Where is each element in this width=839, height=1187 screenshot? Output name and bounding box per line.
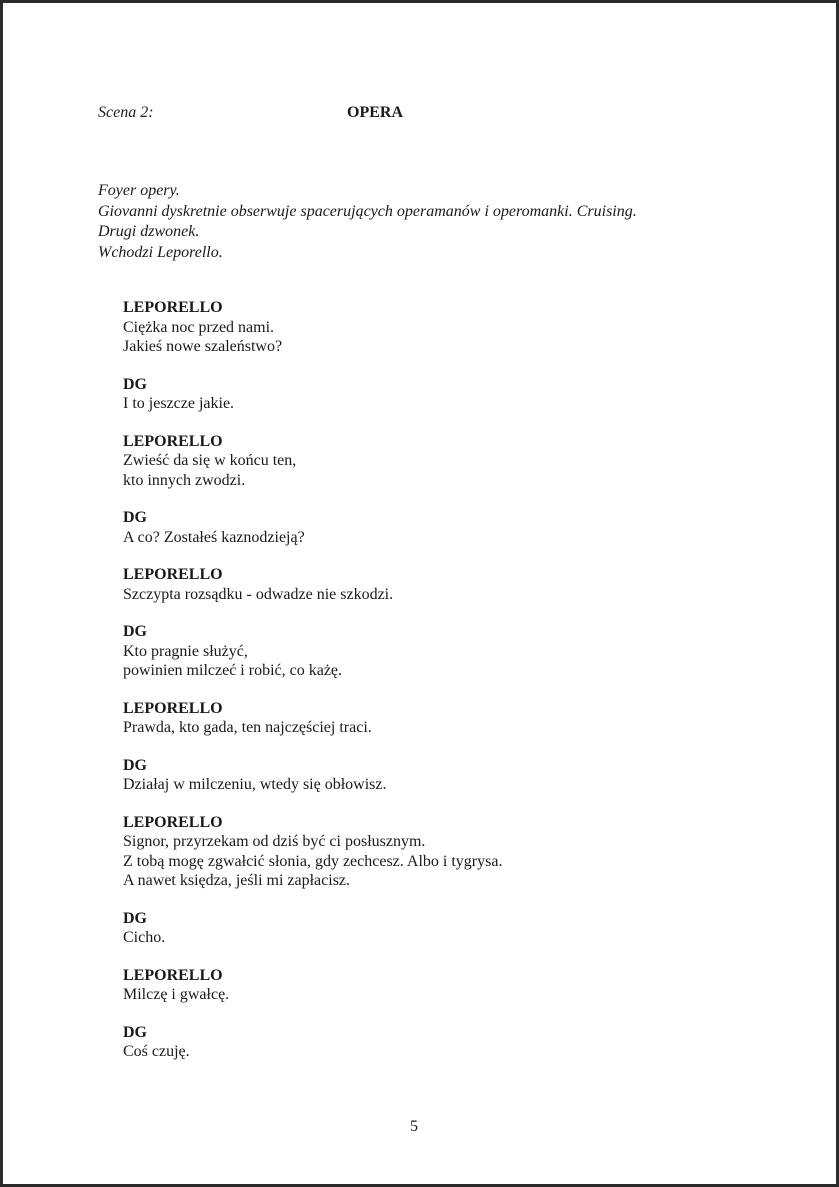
dialogue-line: Cicho. <box>123 929 166 946</box>
dialogue-block <box>123 909 723 948</box>
dialogue-line: Z tobą mogę zgwałcić słonia, gdy zechcesz. Albo i tygrysa. <box>123 852 503 870</box>
speaker-name: LEPORELLO <box>123 299 223 316</box>
dialogue-line: A co? Zostałeś kaznodzieją? <box>123 528 305 546</box>
dialogue-block <box>123 756 723 795</box>
dialogue-line: kto innych zwodzi. <box>123 471 246 489</box>
dialogue-block <box>123 813 723 891</box>
dialogue-line: Coś czuję. <box>123 1043 190 1060</box>
dialogue-block <box>123 508 723 547</box>
dialogue-block <box>123 622 723 681</box>
speaker-name: DG <box>123 375 147 393</box>
dialogue-block <box>123 699 723 738</box>
dialogue-line: Jakieś nowe szaleństwo? <box>123 338 283 355</box>
page-number: 5 <box>410 1118 418 1135</box>
stage-directions <box>98 181 637 263</box>
speaker-name: DG <box>123 1023 147 1041</box>
dialogue-line: Zwieść da się w końcu ten, <box>123 452 297 469</box>
dialogue-block <box>123 966 723 1005</box>
speaker-name: LEPORELLO <box>123 566 223 583</box>
dialogue-line: A nawet księdza, jeśli mi zapłacisz. <box>123 872 351 889</box>
dialogue-line: powinien milczeć i robić, co każę. <box>123 662 343 679</box>
speaker-name: LEPORELLO <box>123 813 223 831</box>
stage-direction-line: Foyer opery. <box>98 182 180 199</box>
speaker-name: LEPORELLO <box>123 432 223 450</box>
dialogue-line: Ciężka noc przed nami. <box>123 318 275 336</box>
dialogue-line: I to jeszcze jakie. <box>123 395 235 412</box>
dialogue-block <box>123 565 723 604</box>
dialogue-block <box>123 1023 723 1062</box>
speaker-name: LEPORELLO <box>123 699 223 717</box>
stage-direction-line: Wchodzi Leporello. <box>98 243 223 261</box>
dialogue-line: Prawda, kto gada, ten najczęściej traci. <box>123 719 372 736</box>
speaker-name: DG <box>123 756 147 774</box>
stage-direction-line: Giovanni dyskretnie obserwuje spacerujących operamanów i operomanki. Cruising. <box>98 202 637 220</box>
speaker-name: DG <box>123 509 147 526</box>
scene-title: OPERA <box>347 104 403 121</box>
speaker-name: DG <box>123 909 147 927</box>
speaker-name: LEPORELLO <box>123 966 223 984</box>
dialogue-block <box>123 375 723 414</box>
dialogue-block <box>123 298 723 357</box>
dialogue-block <box>123 432 723 491</box>
scene-label: Scena 2: <box>98 104 154 121</box>
dialogue-line: Signor, przyrzekam od dziś być ci posłusznym. <box>123 833 426 850</box>
speaker-name: DG <box>123 623 147 640</box>
dialogue-line: Szczypta rozsądku - odwadze nie szkodzi. <box>123 585 394 603</box>
dialogue-line: Działaj w milczeniu, wtedy się obłowisz. <box>123 776 387 793</box>
dialogue-line: Milczę i gwałcę. <box>123 986 230 1003</box>
stage-direction-line: Drugi dzwonek. <box>98 223 200 240</box>
dialogue <box>123 298 723 1080</box>
dialogue-line: Kto pragnie służyć, <box>123 642 248 660</box>
